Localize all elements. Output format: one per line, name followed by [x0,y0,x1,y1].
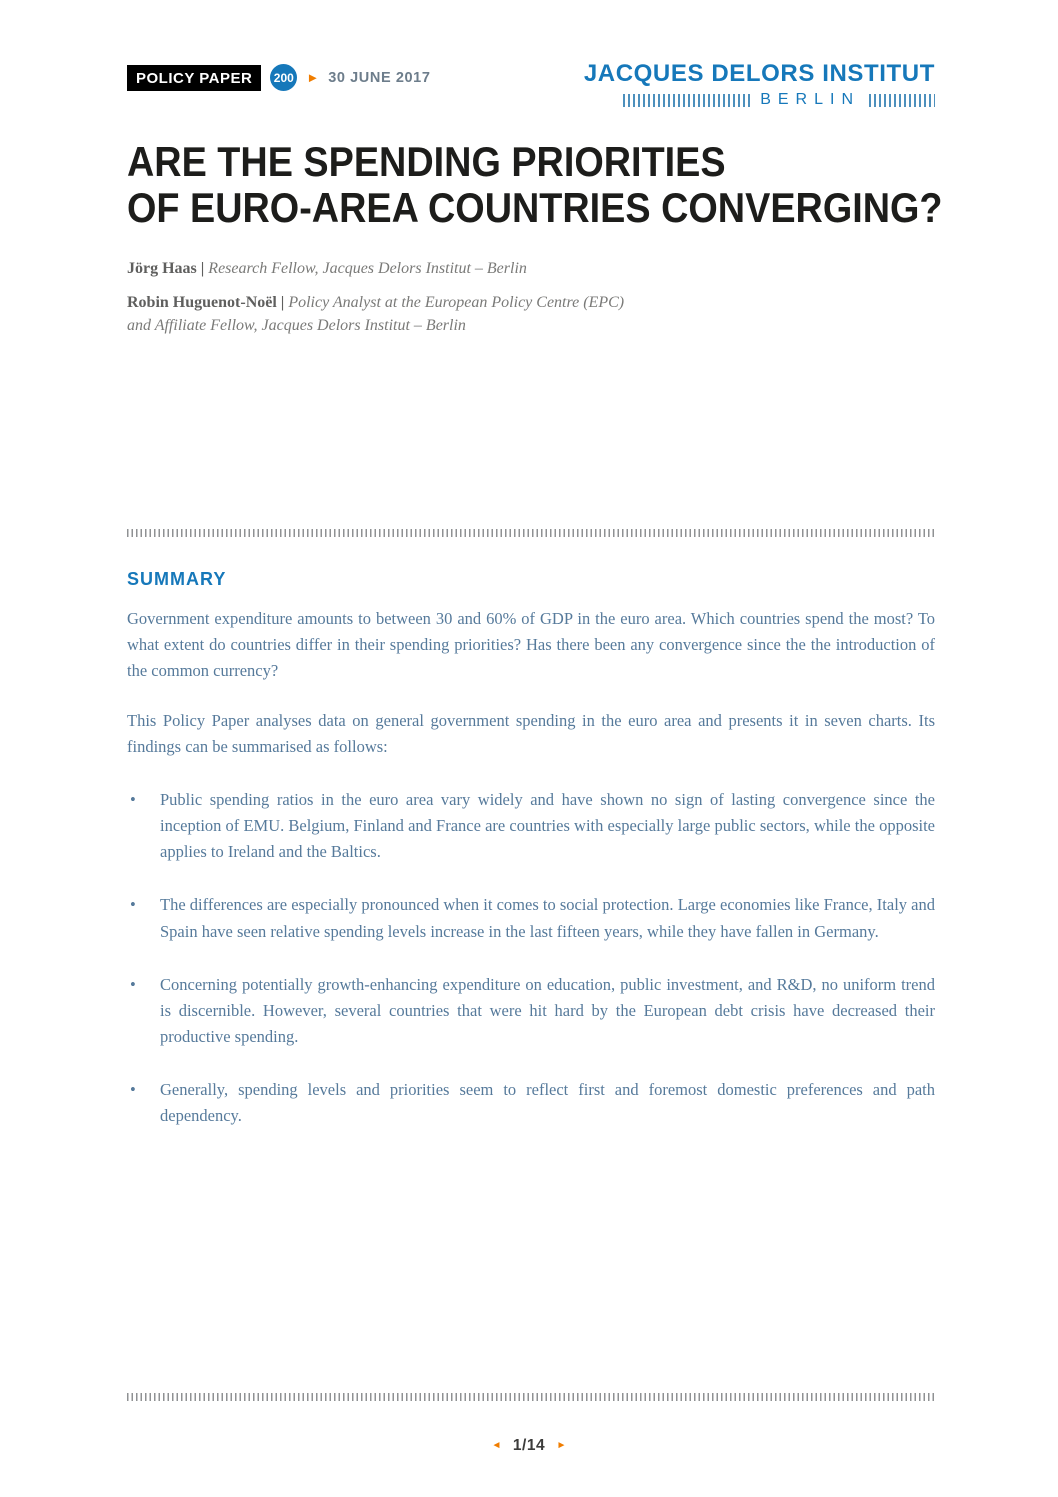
tick-divider-top [127,529,935,537]
next-page-arrow-icon: ► [556,1440,567,1451]
summary-bullet-list [127,787,935,1129]
bullet-item-1 [127,787,935,865]
bullet-item-3 [127,972,935,1050]
bullet-3-text: Concerning potentially growth-enhancing expenditure on education, public investment, and R&D, no uniform trend is discernible. However, several countries that were hit hard by the European debt crisis have decreased their productive spending. [160,974,935,1046]
bullet-icon: • [130,790,136,810]
institute-logo [584,60,935,109]
header [127,60,935,109]
page-footer [0,1437,1058,1455]
previous-page-arrow-icon: ◄ [491,1440,502,1451]
bullet-icon: • [130,974,136,994]
barcode-left-icon [623,94,751,107]
page-indicator: 1/14 [512,1437,546,1454]
page-title [127,139,955,231]
authors-block [127,257,935,337]
bullet-icon: • [130,895,136,915]
bullet-4-text: Generally, spending levels and priorities seem to reflect first and foremost domestic preferences and path dependency. [160,1079,935,1125]
author-1 [127,257,935,280]
author-2 [127,291,935,337]
tick-divider-bottom [127,1393,935,1401]
summary-paragraph-2: This Policy Paper analyses data on general government spending in the euro area and presents it in seven charts. Its findings can be summarised as follows: [127,711,935,757]
author-1-name: Jörg Haas | [127,260,205,278]
author-2-name: Robin Huguenot-Noël | [127,293,285,311]
author-2-role-line-2: and Affiliate Fellow, Jacques Delors Institut – Berlin [127,316,466,334]
issue-number-badge: 200 [270,64,297,91]
publication-meta [127,64,431,91]
bullet-item-2 [127,892,935,944]
bullet-item-4 [127,1077,935,1129]
logo-subtitle-row [584,91,935,109]
policy-paper-badge: POLICY PAPER [127,65,261,91]
author-2-role-line-1: Policy Analyst at the European Policy Centre (EPC) [288,293,625,311]
bullet-2-text: The differences are especially pronounced when it comes to social protection. Large economies like France, Italy and Spain have seen relative spending levels increase in the last fifteen years, while they have fallen in Germany. [160,895,935,941]
title-line-1: ARE THE SPENDING PRIORITIES [127,138,726,185]
author-1-role: Research Fellow, Jacques Delors Institut – Berlin [208,260,527,278]
date-arrow-icon: ► [306,70,320,85]
logo-title: JACQUES DELORS INSTITUT [583,60,935,87]
bullet-1-text: Public spending ratios in the euro area vary widely and have shown no sign of lasting convergence since the inception of EMU. Belgium, Finland and France are countries with especially large public sectors, while the opposite applies to Ireland and the Baltics. [160,790,935,862]
bullet-icon: • [130,1079,136,1099]
summary-paragraph-1: Government expenditure amounts to between 30 and 60% of GDP in the euro area. Which countries spend the most? To what extent do countries differ in their spending priorities? Has there been any convergence since the the introduction of the common currency? [127,608,935,681]
logo-city: BERLIN [760,91,860,108]
title-line-2: OF EURO-AREA COUNTRIES CONVERGING? [127,184,943,232]
publication-date: 30 JUNE 2017 [328,69,431,86]
summary-heading: SUMMARY [127,568,227,589]
barcode-right-icon [869,94,935,107]
